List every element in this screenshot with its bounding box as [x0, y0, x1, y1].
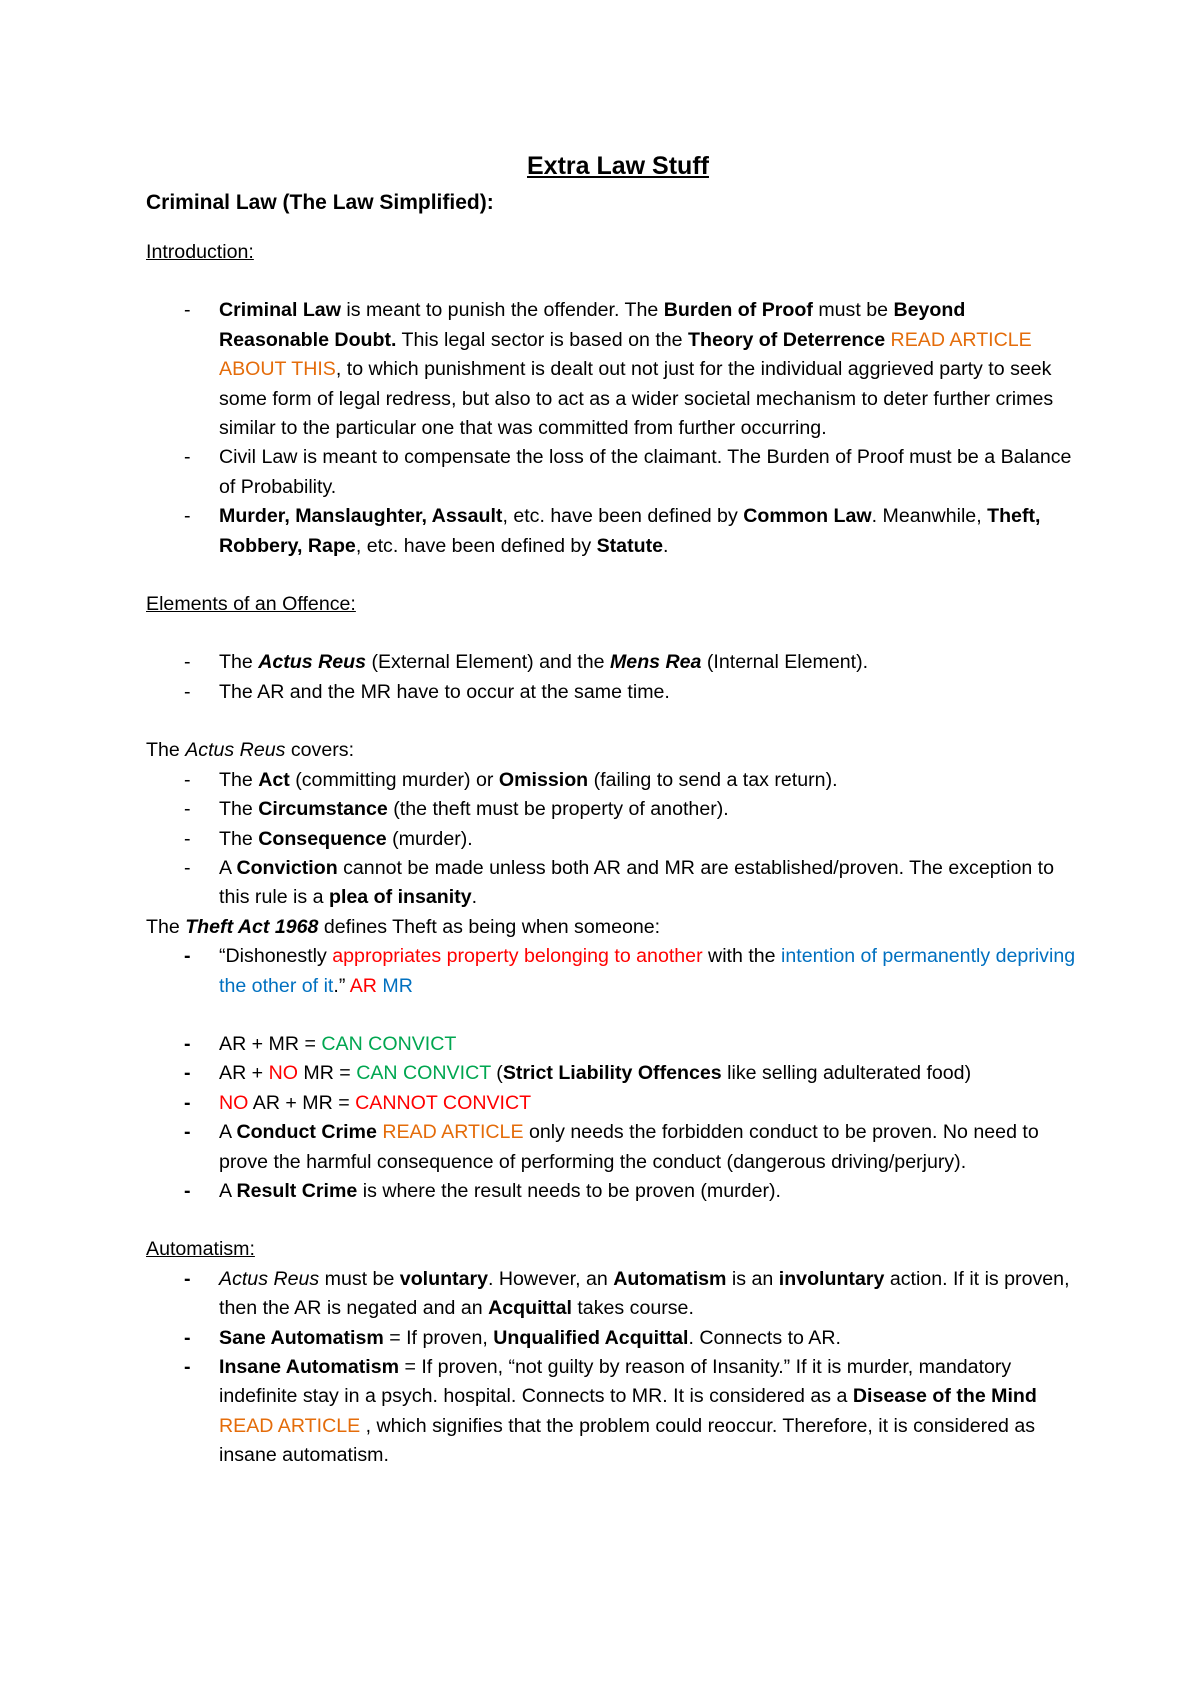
automatism-list	[146, 1265, 1080, 1471]
section-heading-introduction: Introduction:	[146, 241, 254, 263]
theft-definition-list	[146, 942, 1080, 1001]
list-item: - “Dishonestly appropriates property belonging to another with the intention of permanently depriving the other of it.” AR MR	[146, 942, 1080, 1001]
document-subtitle: Criminal Law (The Law Simplified):	[146, 191, 494, 214]
list-item: - A Result Crime is where the result needs to be proven (murder).	[146, 1177, 1080, 1206]
list-item: - Sane Automatism = If proven, Unqualified Acquittal. Connects to AR.	[146, 1324, 1080, 1353]
list-item: - The Consequence (murder).	[146, 825, 1080, 854]
document-title: Extra Law Stuff	[527, 152, 709, 180]
list-item: - Insane Automatism = If proven, “not guilty by reason of Insanity.” If it is murder, mandatory indefinite stay in a psych. hospital. Connects to MR. It is considered as a Disease of the Mind READ ARTICLE , which signifies that the problem could reoccur. Therefore, it is considered as insane automatism.	[146, 1353, 1080, 1471]
mr-label: MR	[382, 974, 413, 997]
list-item: - AR + MR = CAN CONVICT	[146, 1030, 1080, 1059]
read-article-note: READ ARTICLE	[219, 1414, 366, 1437]
list-item: - The AR and the MR have to occur at the same time.	[146, 678, 1080, 707]
actus-reus-list	[146, 766, 1080, 913]
read-article-note: READ ARTICLE	[376, 1121, 524, 1144]
list-item: - Civil Law is meant to compensate the loss of the claimant. The Burden of Proof must be a Balance of Probability.	[146, 443, 1080, 502]
elements-list	[146, 648, 1080, 707]
list-item: - The Circumstance (the theft must be property of another).	[146, 795, 1080, 824]
ar-label: AR	[349, 974, 377, 997]
section-heading-automatism: Automatism:	[146, 1238, 255, 1261]
list-item: - AR + NO MR = CAN CONVICT (Strict Liability Offences like selling adulterated food)	[146, 1059, 1080, 1088]
list-item: - Murder, Manslaughter, Assault, etc. have been defined by Common Law. Meanwhile, Theft, Robbery, Rape, etc. have been defined by Statute.	[146, 502, 1080, 561]
list-item: - The Act (committing murder) or Omission (failing to send a tax return).	[146, 766, 1080, 795]
list-item: - Actus Reus must be voluntary. However, an Automatism is an involuntary action. If it is proven, then the AR is negated and an Acquittal takes course.	[146, 1265, 1080, 1324]
list-item: - NO AR + MR = CANNOT CONVICT	[146, 1089, 1080, 1118]
conviction-rules-list	[146, 1030, 1080, 1206]
actus-reus-intro: The Actus Reus covers:	[146, 739, 355, 762]
introduction-list	[146, 296, 1080, 561]
theft-act-intro: The Theft Act 1968 defines Theft as being when someone:	[146, 915, 661, 938]
list-item: - A Conviction cannot be made unless both AR and MR are established/proven. The exception to this rule is a plea of insanity.	[146, 854, 1080, 913]
list-item: - A Conduct Crime READ ARTICLE only needs the forbidden conduct to be proven. No need to prove the harmful consequence of performing the conduct (dangerous driving/perjury).	[146, 1118, 1080, 1177]
read-article-note: READ ARTICLE ABOUT THIS	[219, 328, 1032, 381]
list-item: - Criminal Law is meant to punish the offender. The Burden of Proof must be Beyond Reasonable Doubt. This legal sector is based on the Theory of Deterrence READ ARTICLE ABOUT THIS, to which punishment is dealt out not just for the individual aggrieved party to seek some form of legal redress, but also to act as a wider societal mechanism to deter further crimes similar to the particular one that was committed from further occurring.	[146, 296, 1080, 443]
section-heading-elements: Elements of an Offence:	[146, 593, 356, 616]
list-item: - The Actus Reus (External Element) and the Mens Rea (Internal Element).	[146, 648, 1080, 677]
